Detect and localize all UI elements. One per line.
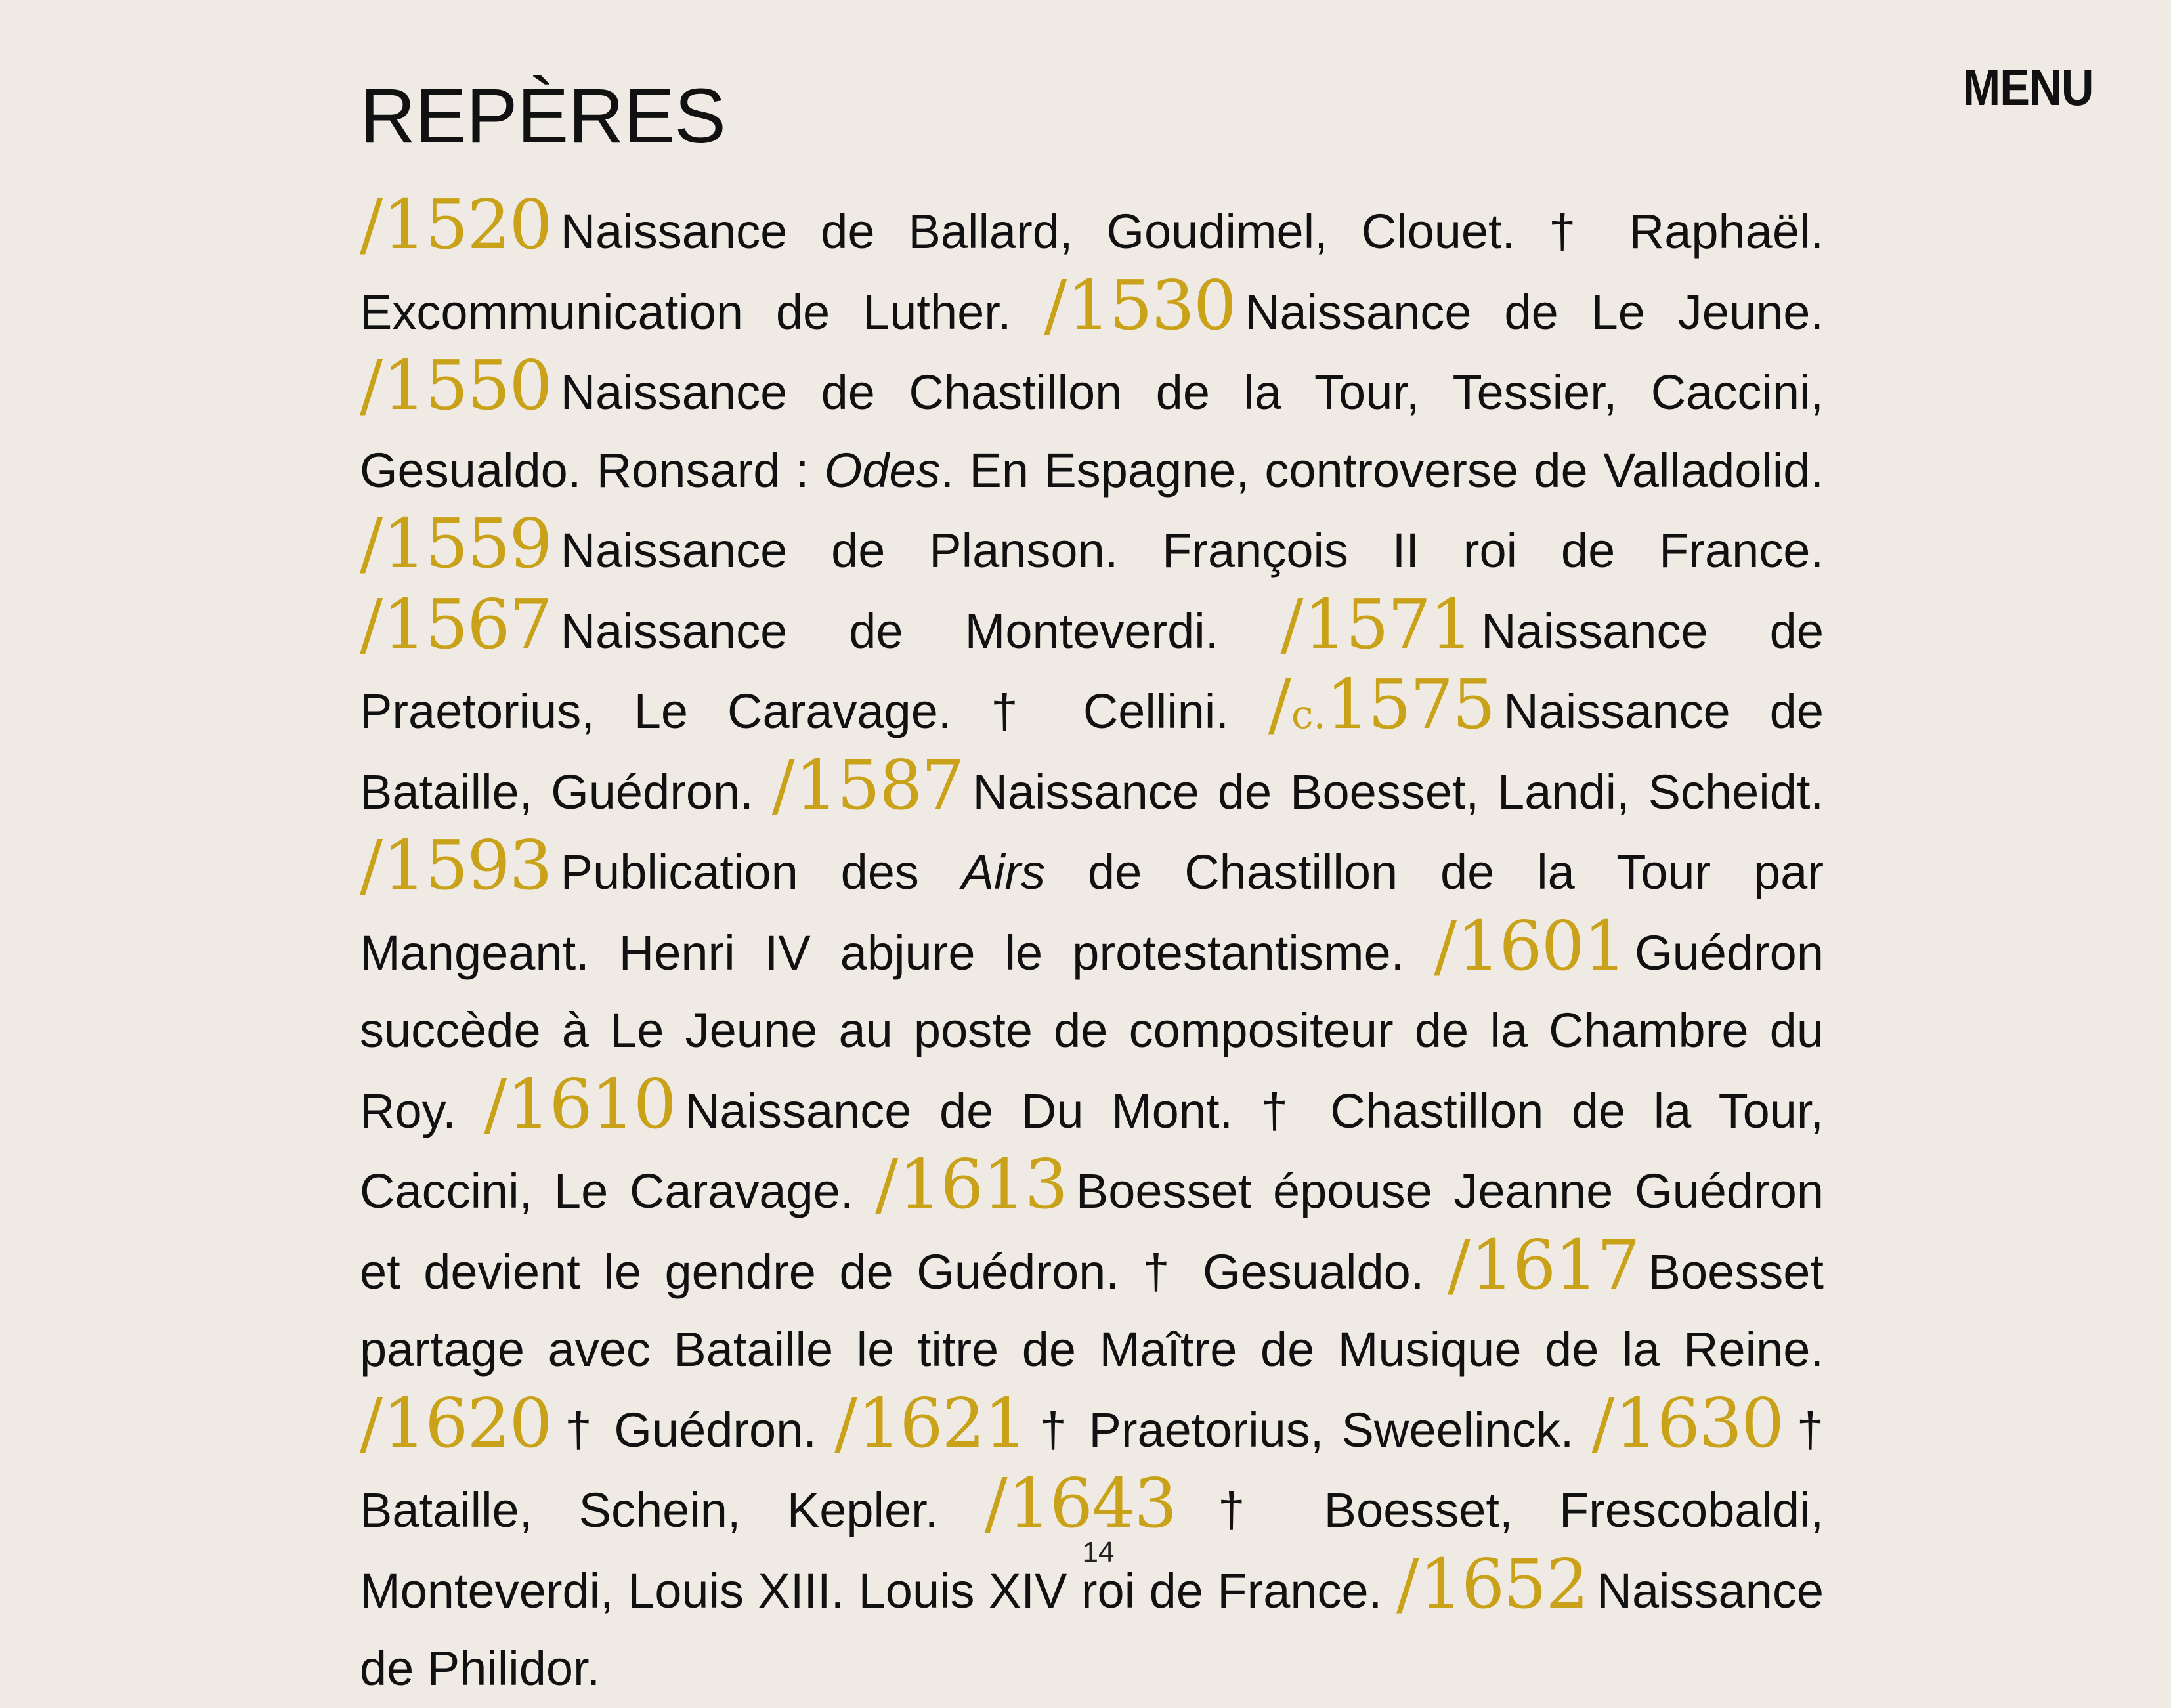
year-value: 1621 — [857, 1382, 1026, 1463]
timeline-year — [360, 345, 551, 425]
timeline-year — [360, 1383, 551, 1463]
event-text: Naissance de Boesset, Landi, Scheidt. — [972, 764, 1824, 819]
year-slash: / — [1396, 1543, 1418, 1624]
year-value: 1571 — [1303, 584, 1472, 664]
event-text: Naissance de Ballard, Goudimel, Clouet. † Raphaël. Excommunication de Luther. — [360, 204, 1824, 339]
year-slash: / — [1434, 905, 1456, 986]
event-text: † Boesset, Frescobaldi, Monteverdi, Louis XIII. Louis XIV roi de France. — [360, 1483, 1824, 1618]
timeline-entry — [771, 744, 1824, 825]
event-text: Naissance de Le Jeune. — [1245, 284, 1824, 339]
timeline-event — [360, 365, 1824, 498]
menu-button[interactable]: MENU — [1963, 58, 2094, 116]
year-slash: / — [834, 1382, 857, 1463]
year-circa: c. — [1291, 692, 1326, 738]
timeline-year — [1044, 265, 1236, 345]
year-slash: / — [771, 744, 794, 825]
event-text: Boesset partage avec Bataille le titre de Maître de Musique de la Reine. — [360, 1244, 1824, 1377]
event-text: Naissance de Bataille, Guédron. — [360, 684, 1824, 819]
timeline-entry — [360, 1382, 817, 1463]
timeline-event — [1035, 1403, 1574, 1457]
year-value: 1575 — [1325, 664, 1495, 744]
timeline-year — [1448, 1225, 1639, 1305]
timeline-text — [360, 184, 1824, 1708]
event-text-continued: de Chastillon de la Tour par Mangeant. Henri IV abjure le protestantisme. — [360, 845, 1824, 980]
timeline-year — [360, 184, 551, 265]
event-text: Naissance de Philidor. — [360, 1563, 1824, 1696]
year-slash: / — [360, 345, 382, 425]
year-slash: / — [360, 184, 382, 265]
timeline-entry — [1044, 265, 1824, 345]
event-text: † Guédron. — [560, 1402, 817, 1457]
year-value: 1593 — [383, 825, 551, 905]
timeline-event — [972, 765, 1824, 819]
year-slash: / — [484, 1063, 506, 1144]
timeline-year — [834, 1383, 1026, 1463]
year-value: 1613 — [898, 1144, 1067, 1224]
timeline-year — [484, 1064, 676, 1144]
year-slash: / — [360, 1382, 382, 1463]
event-text: † Praetorius, Sweelinck. — [1035, 1402, 1574, 1457]
year-slash: / — [1044, 265, 1066, 345]
year-slash: / — [360, 584, 382, 664]
year-slash: / — [1280, 584, 1302, 664]
year-value: 1652 — [1419, 1543, 1588, 1624]
year-value: 1587 — [794, 744, 964, 825]
timeline-year — [875, 1144, 1067, 1224]
timeline-year — [360, 503, 551, 584]
year-slash: / — [360, 503, 382, 584]
event-text: Publication des — [560, 845, 962, 899]
year-value: 1643 — [1007, 1463, 1176, 1543]
timeline-year — [1280, 584, 1472, 664]
timeline-year — [1396, 1544, 1588, 1624]
event-text: Naissance de Planson. François II roi de France. — [560, 523, 1824, 578]
timeline-year — [772, 745, 964, 825]
timeline-year — [1434, 906, 1625, 986]
timeline-event — [561, 1403, 817, 1457]
timeline-event — [561, 604, 1219, 658]
timeline-year — [1591, 1383, 1783, 1463]
year-value: 1530 — [1067, 265, 1236, 345]
timeline-entry — [834, 1382, 1574, 1463]
year-value: 1550 — [383, 345, 551, 425]
timeline-entry — [360, 345, 1824, 498]
year-value: 1630 — [1614, 1382, 1784, 1463]
event-text: † Bataille, Schein, Kepler. — [360, 1402, 1824, 1537]
timeline-year — [985, 1463, 1176, 1543]
timeline-year — [360, 584, 551, 664]
year-slash: / — [1591, 1382, 1614, 1463]
page-number: 14 — [1082, 1536, 1115, 1568]
event-text: Boesset épouse Jeanne Guédron et devient le gendre de Guédron. † Gesualdo. — [360, 1164, 1824, 1299]
page-title: REPÈRES — [360, 73, 725, 160]
event-text: Naissance de Monteverdi. — [560, 603, 1219, 658]
year-value: 1601 — [1457, 905, 1626, 986]
year-value: 1620 — [383, 1382, 551, 1463]
timeline-year — [360, 825, 551, 905]
timeline-entry — [360, 584, 1219, 664]
year-value: 1559 — [383, 503, 551, 584]
year-value: 1617 — [1470, 1224, 1639, 1305]
event-text: Guédron succède à Le Jeune au poste de compositeur de la Chambre du Roy. — [360, 925, 1824, 1138]
year-slash: / — [1268, 664, 1290, 744]
year-slash: / — [984, 1463, 1006, 1543]
year-slash: / — [1447, 1224, 1469, 1305]
event-text: Naissance de Du Mont. † Chastillon de la Tour, Caccini, Le Caravage. — [360, 1083, 1824, 1218]
event-text: Naissance de Chastillon de la Tour, Tessier, Caccini, Gesualdo. Ronsard : — [360, 365, 1824, 498]
year-value: 1520 — [383, 184, 551, 265]
year-value: 1567 — [383, 584, 551, 664]
timeline-entry — [360, 503, 1824, 584]
event-text: Naissance de Praetorius, Le Caravage. † Cellini. — [360, 603, 1824, 738]
year-value: 1610 — [507, 1063, 676, 1144]
event-title-italic: Airs — [961, 845, 1046, 899]
timeline-year — [1268, 664, 1494, 744]
event-title-italic: Odes — [824, 442, 941, 498]
timeline-event — [1245, 285, 1824, 339]
year-slash: / — [875, 1144, 897, 1224]
event-text-continued: . En Espagne, controverse de Valladolid. — [940, 442, 1824, 498]
year-slash: / — [360, 825, 382, 905]
timeline-event — [561, 523, 1824, 578]
